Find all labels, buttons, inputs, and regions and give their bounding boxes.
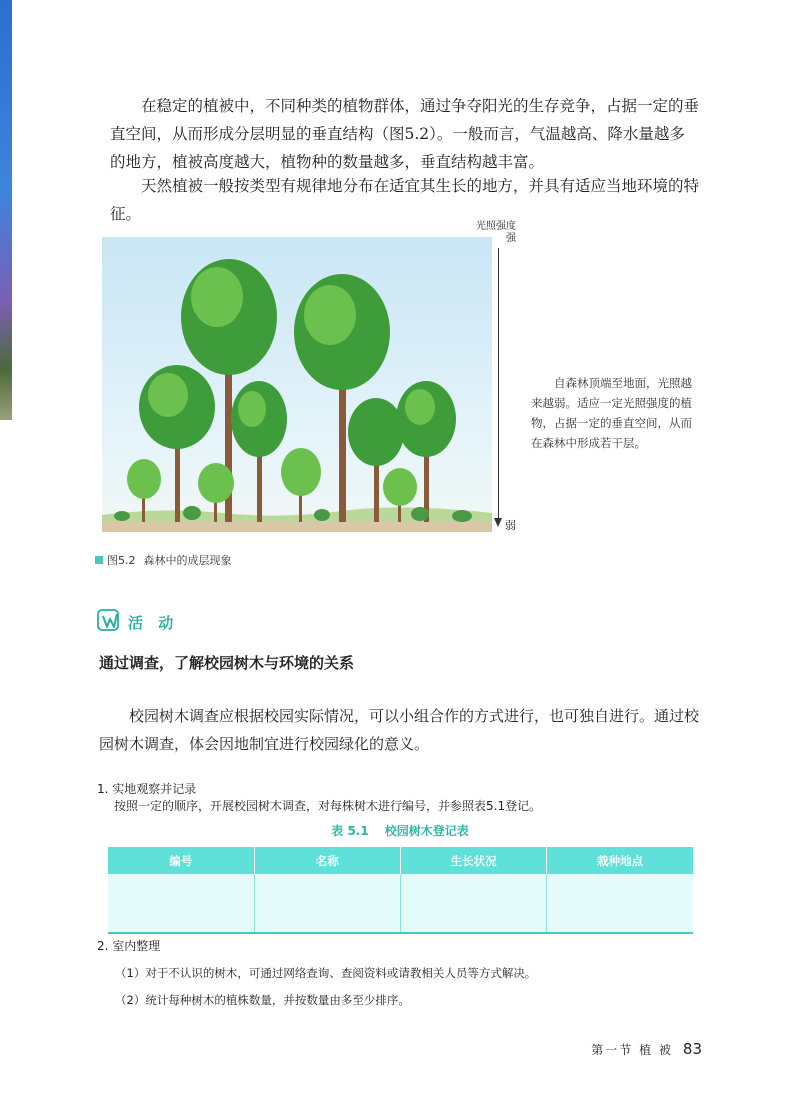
step-1-title: 1. 实地观察并记录 [97, 782, 197, 796]
table-caption [0, 822, 800, 839]
table-title: 校园树木登记表 [384, 824, 469, 838]
light-intensity-axis-label [471, 221, 516, 245]
down-arrow-icon [494, 518, 502, 527]
axis-weak-label: 弱 [505, 519, 516, 532]
table-number: 表 5.1 [331, 824, 369, 838]
table-header-cell: 生长状况 [401, 847, 547, 874]
caption-text: 森林中的成层现象 [143, 554, 232, 567]
activity-banner [96, 608, 178, 636]
step-2-item-2: （2）统计每种树木的植株数量，并按数量由多至少排序。 [115, 993, 410, 1007]
table-cell [108, 874, 254, 933]
axis-title: 光照强度 [476, 221, 516, 232]
figure-caption [95, 552, 232, 568]
table-header-cell: 编号 [108, 847, 254, 874]
page-number: 83 [682, 1040, 702, 1058]
table-row [108, 874, 693, 933]
table-cell [547, 874, 693, 933]
step-2-title: 2. 室内整理 [97, 939, 161, 953]
page-edge-strip [0, 0, 12, 420]
tree-register-table [108, 847, 693, 934]
activity-intro: 校园树木调查应根据校园实际情况，可以小组合作的方式进行，也可独自进行。通过校园树木调查，体会因地制宜进行校园绿化的意义。 [99, 707, 700, 753]
activity-icon [96, 607, 122, 637]
caption-marker-icon [95, 556, 103, 564]
table-cell [254, 874, 400, 933]
activity-title: 活 动 [128, 613, 179, 632]
table-header-cell: 名称 [254, 847, 400, 874]
table-header-cell: 栽种地点 [547, 847, 693, 874]
axis-strong-label: 强 [506, 233, 516, 244]
page-footer [591, 1040, 702, 1058]
light-intensity-axis [498, 248, 499, 520]
table-cell [401, 874, 547, 933]
body-paragraph-2: 天然植被一般按类型有规律地分布在适宜其生长的地方，并具有适应当地环境的特征。 [110, 177, 700, 223]
activity-heading: 通过调查，了解校园树木与环境的关系 [99, 654, 355, 672]
caption-number: 图5.2 [107, 554, 136, 567]
body-paragraph-1: 在稳定的植被中，不同种类的植物群体，通过争夺阳光的生存竞争，占据一定的垂直空间，从而形成分层明显的垂直结构（图5.2）。一般而言，气温越高、降水量越多的地方，植被高度越大，植物种的数量越多，垂直结构越丰富。 [110, 97, 700, 171]
footer-section: 第一节 植 被 [591, 1043, 673, 1057]
step-2-item-1: （1）对于不认识的树木，可通过网络查询、查阅资料或请教相关人员等方式解决。 [115, 966, 537, 980]
forest-layers-illustration [102, 237, 492, 532]
figure-side-note: 自森林顶端至地面，光照越来越弱。适应一定光照强度的植物，占据一定的垂直空间，从而在森林中形成若干层。 [531, 376, 692, 450]
step-1-description: 按照一定的顺序，开展校园树木调查，对每株树木进行编号，并参照表5.1登记。 [114, 799, 542, 813]
table-header-row [108, 847, 693, 874]
